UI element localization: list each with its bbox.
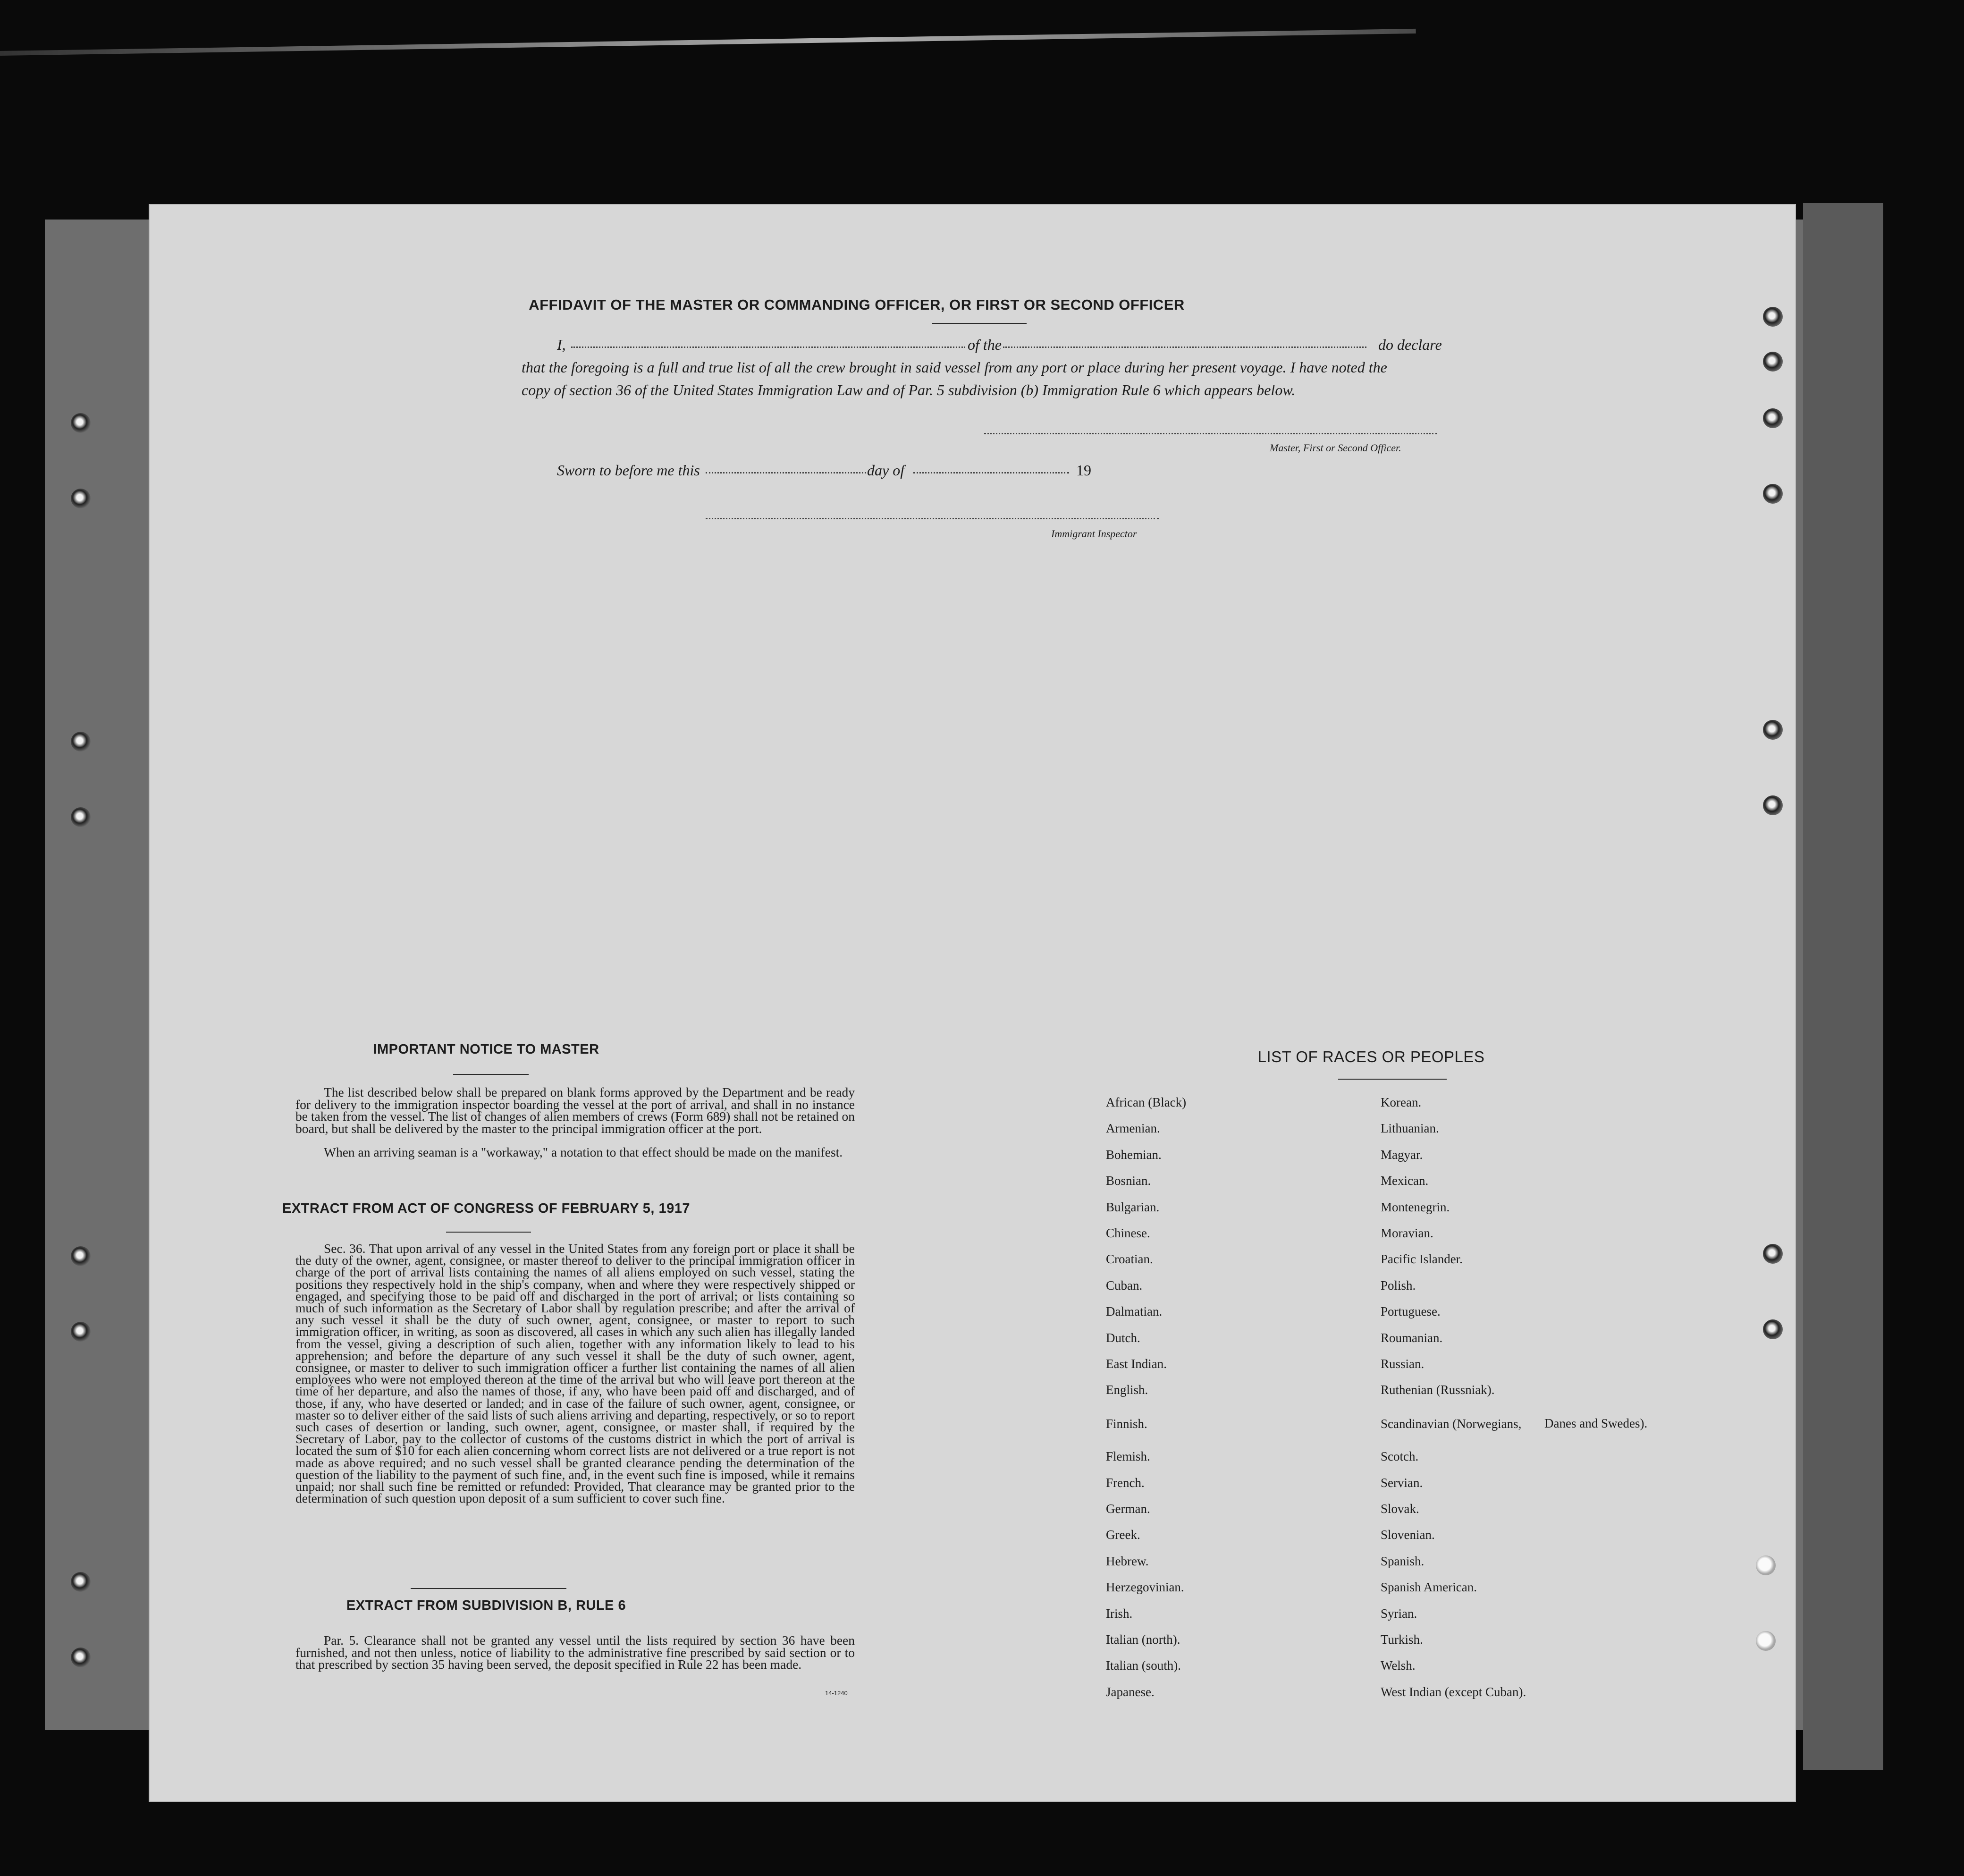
race-item: Magyar. [1381,1147,1423,1162]
race-item: Ruthenian (Russniak). [1381,1383,1495,1397]
race-item: Hebrew. [1106,1554,1149,1568]
race-item: Dalmatian. [1106,1304,1163,1319]
extract-rule-title: EXTRACT FROM SUBDIVISION B, RULE 6 [346,1598,626,1613]
race-item: Irish. [1106,1606,1133,1621]
race-item: West Indian (except Cuban). [1381,1684,1526,1699]
sworn-date-field[interactable] [706,472,866,473]
punch-hole [1763,484,1783,504]
punch-hole [1763,408,1783,428]
notice-paragraph-2: When an arriving seaman is a "workaway," a notation to that effect should be made on the manifest. [324,1145,843,1159]
punch-hole [71,489,91,508]
title-rule [932,323,1027,324]
punch-hole [1763,795,1783,815]
races-title: LIST OF RACES OR PEOPLES [1257,1048,1485,1065]
race-item: French. [1106,1475,1145,1490]
document-page [149,204,1796,1802]
race-item: Bohemian. [1106,1147,1162,1162]
punch-hole [71,1322,91,1342]
paragraph-5-text: Par. 5. Clearance shall not be granted any vessel until the lists required by section 36 have been furnished, and not then unless, notice of liability to the administrative fine prescribed by said section or to that prescribed by section 35 having been served, the deposit specified in Rule 22 has been made. [295,1633,855,1672]
inspector-label: Immigrant Inspector [1051,528,1137,540]
race-item: Korean. [1381,1095,1422,1109]
extract-rule-top-rule [411,1588,566,1589]
race-item: Lithuanian. [1381,1121,1439,1136]
extract-act-title: EXTRACT FROM ACT OF CONGRESS OF FEBRUARY 5, 1917 [282,1201,691,1216]
race-item: Scotch. [1381,1449,1419,1464]
race-item: Servian. [1381,1475,1423,1490]
punch-hole [71,413,91,433]
race-item: Mexican. [1381,1174,1429,1188]
notice-rule [453,1074,529,1075]
race-item: Spanish. [1381,1554,1425,1568]
race-item: Russian. [1381,1357,1425,1371]
sworn-year: 19 [1076,462,1091,479]
race-item: Pacific Islander. [1381,1252,1463,1267]
master-signature-field[interactable] [984,433,1437,434]
race-item: Dutch. [1106,1330,1140,1345]
notice-title: IMPORTANT NOTICE TO MASTER [373,1042,599,1057]
form-number: 14-1240 [825,1690,848,1697]
punch-hole [71,1572,91,1592]
race-item: Moravian. [1381,1226,1433,1240]
race-item: Montenegrin. [1381,1200,1450,1214]
film-edge-line [0,29,1416,56]
race-item: Chinese. [1106,1226,1150,1240]
race-item: Greek. [1106,1528,1140,1542]
affidavit-line2: that the foregoing is a full and true list of all the crew brought in said vessel from any port or place during her present voyage. I have noted the [522,359,1387,376]
race-item: Flemish. [1106,1449,1150,1464]
race-item: Roumanian. [1381,1330,1443,1345]
affidavit-title: AFFIDAVIT OF THE MASTER OR COMMANDING OFFICER, OR FIRST OR SECOND OFFICER [529,296,1185,313]
affidavit-line1-middle: of the [968,336,1002,353]
race-item: Japanese. [1106,1684,1155,1699]
master-signature-label: Master, First or Second Officer. [1270,442,1401,454]
sworn-month-field[interactable] [913,472,1069,473]
sworn-day-label: day of [867,462,905,479]
race-item: Turkish. [1381,1632,1423,1647]
master-name-field[interactable] [571,346,965,348]
extract-act-rule [446,1232,531,1233]
race-item: Armenian. [1106,1121,1160,1136]
race-item: English. [1106,1383,1148,1397]
race-item: Italian (north). [1106,1632,1180,1647]
backing-right-edge [1803,203,1883,1770]
race-item: Cuban. [1106,1278,1143,1293]
race-item: Welsh. [1381,1658,1416,1673]
race-item: East Indian. [1106,1357,1167,1371]
punch-hole [71,807,91,827]
race-item: Italian (south). [1106,1658,1181,1673]
race-item: Bosnian. [1106,1174,1151,1188]
race-scandinavian-continued: Danes and Swedes). [1544,1416,1648,1430]
punch-hole [1763,1244,1783,1264]
punch-hole [1763,720,1783,740]
affidavit-line1-prefix: I, [557,336,566,353]
affidavit-line1-suffix: do declare [1378,336,1442,353]
race-item: Portuguese. [1381,1304,1441,1319]
punch-hole [71,1648,91,1667]
punch-hole [1763,307,1783,327]
punch-hole [1763,352,1783,372]
race-item: Herzegovinian. [1106,1580,1184,1595]
punch-hole [1756,1555,1776,1575]
race-item: Slovenian. [1381,1528,1435,1542]
race-item: German. [1106,1502,1150,1516]
affidavit-line3: copy of section 36 of the United States Immigration Law and of Par. 5 subdivision (b) Immigration Rule 6 which appears below. [522,381,1296,398]
sworn-prefix: Sworn to before me this [557,462,700,479]
race-item: Polish. [1381,1278,1416,1293]
inspector-signature-field[interactable] [706,518,1159,519]
race-item: Bulgarian. [1106,1200,1160,1214]
race-item: Finnish. [1106,1416,1147,1431]
race-item: Slovak. [1381,1502,1419,1516]
vessel-name-field[interactable] [1003,346,1366,348]
punch-hole [1763,1319,1783,1339]
race-item: African (Black) [1106,1095,1187,1109]
punch-hole [71,732,91,752]
race-item: Scandinavian (Norwegians, [1381,1416,1522,1431]
race-item: Syrian. [1381,1606,1417,1621]
races-rule [1338,1079,1447,1080]
notice-paragraph-1: The list described below shall be prepared on blank forms approved by the Department and be ready for delivery to the immigration inspector boarding the vessel at the port of arrival, and shall in no instance be taken from the vessel. The list of changes of alien members of crews (Form 689) shall not be retained on board, but shall be delivered by the master to the principal immigration officer at the port. [295,1085,855,1136]
punch-hole [71,1246,91,1266]
race-item: Spanish American. [1381,1580,1477,1595]
race-item: Croatian. [1106,1252,1153,1267]
section-36-text: Sec. 36. That upon arrival of any vessel in the United States from any foreign port or place it shall be the duty of the owner, agent, consignee, or master thereof to deliver to the principal immigration officer in charge of the port of arrival lists containing the names of all aliens employed on such vessel, stating the positions they respectively hold in the ship's company, when and where they were respectively shipped or engaged, and specifying those to be paid off and discharged in the port of arrival; or lists containing so much of such information as the Secretary of Labor shall by regulation prescribe; and after the arrival of any such vessel it shall be the duty of such owner, agent, consignee, or master to report to such immigration officer, in writing, as soon as discovered, all cases in which any such alien has illegally landed from the vessel, giving a description of such alien, together with any information likely to lead to his apprehension; and before the departure of any such vessel it shall be the duty of such owner, agent, consignee, or master to deliver to such immigration officer a further list containing the names of all alien employees who were not employed thereon at the time of the arrival but who will leave port thereon at the time of her departure, and also the names of those, if any, who have been paid off and discharged, and of those, if any, who have deserted or landed; and in case of the failure of such owner, agent, consignee, or master so to deliver either of the said lists of such aliens arriving and departing, respectively, or so to report such cases of desertion or landing, such owner, agent, consignee, or master shall, if required by the Secretary of Labor, pay to the collector of customs of the customs district in which the port of arrival is located the sum of $10 for each alien concerning whom correct lists are not delivered or a true report is not made as above required; and no such vessel shall be granted clearance pending the determination of the question of the liability to the payment of such fine, and, in the event such fine is imposed, while it remains unpaid; nor shall such fine be remitted or refunded: Provided, That clearance may be granted prior to the determination of such question upon deposit of a sum sufficient to cover such fine. [295,1241,855,1506]
punch-hole [1756,1631,1776,1651]
